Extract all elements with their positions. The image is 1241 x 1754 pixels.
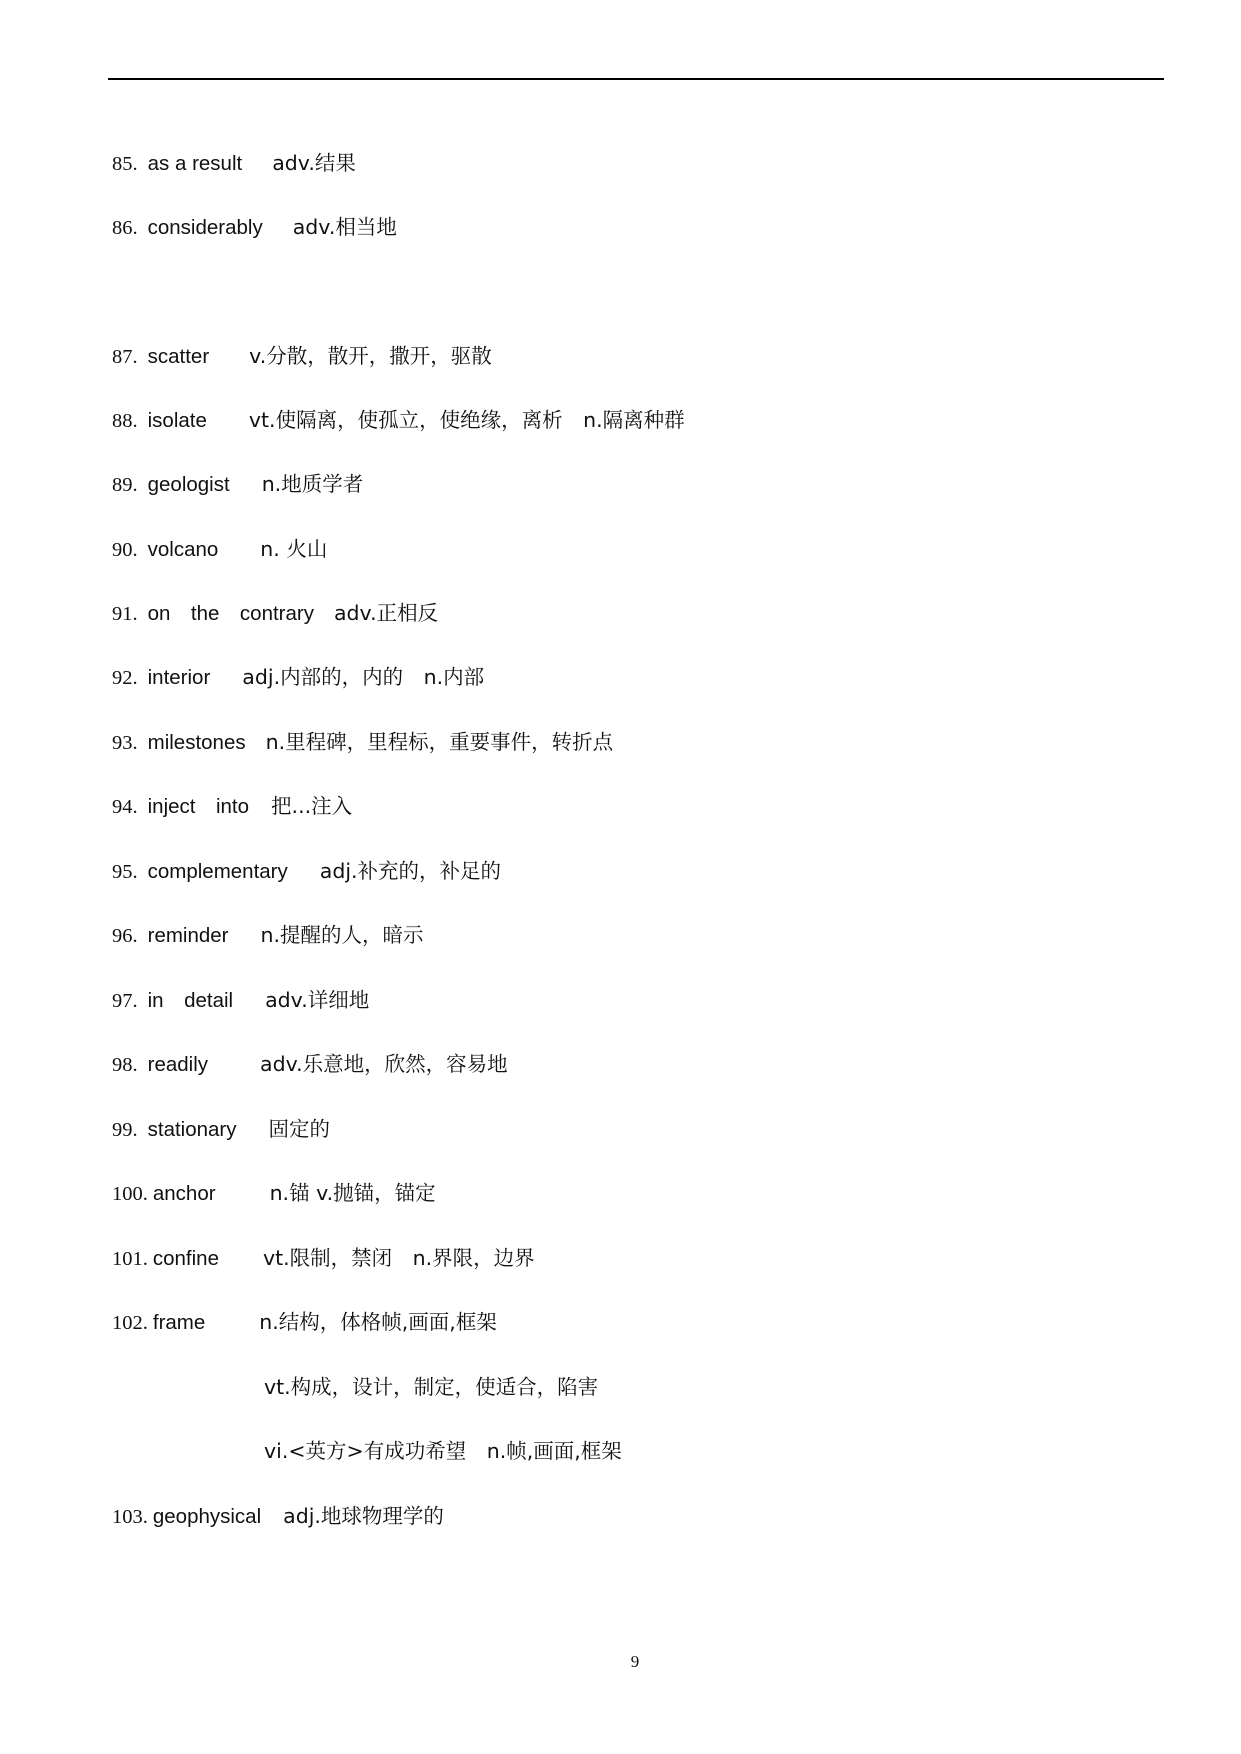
entry-number: 89. [112,474,138,496]
entry-word: isolate [147,409,207,432]
vocab-entry [112,598,438,628]
vocab-entry [112,1501,444,1531]
vocab-entry [112,212,397,242]
vocab-entry [112,341,492,371]
entry-number: 92. [112,667,138,689]
entry-definition: vt.使隔离，使孤立，使绝缘，离析 n.隔离种群 [248,408,685,432]
entry-word: geologist [147,473,230,496]
entry-number: 91. [112,603,138,625]
vocab-entry [112,148,356,178]
vocab-entry [112,405,685,435]
entry-definition: adv.结果 [272,151,356,175]
entry-definition-continuation: vt.构成，设计，制定，使适合，陷害 [264,1375,599,1399]
entry-number: 101. [112,1248,148,1270]
entry-word: reminder [147,924,229,947]
entry-number: 103. [112,1506,148,1528]
entry-definition: vt.限制，禁闭 n.界限，边界 [262,1246,535,1270]
entry-number: 99. [112,1119,138,1141]
entry-number: 97. [112,990,138,1012]
entry-word: considerably [147,216,263,239]
entry-definition: n.里程碑，里程标，重要事件，转折点 [265,730,614,754]
entry-word: anchor [152,1182,216,1205]
entry-number: 86. [112,217,138,239]
entry-definition: adv.乐意地，欣然，容易地 [260,1052,508,1076]
entry-definition: adj.地球物理学的 [283,1504,444,1528]
entry-definition: n.锚 v.抛锚，锚定 [269,1181,436,1205]
entry-definition: n.结构，体格帧,画面,框架 [259,1310,497,1334]
entry-word: stationary [147,1118,237,1141]
entry-number: 88. [112,410,138,432]
entry-word: readily [147,1053,209,1076]
entry-word: frame [152,1311,206,1334]
vocab-entry [112,1243,535,1273]
entry-definition: n. 火山 [260,537,328,561]
entry-number: 100. [112,1183,148,1205]
entry-number: 96. [112,925,138,947]
entry-definition: adj.补充的，补足的 [319,859,502,883]
entry-definition: n.地质学者 [261,472,364,496]
entry-word: geophysical [152,1505,262,1528]
entry-word: inject into [147,795,250,818]
vocab-entry [112,1049,508,1079]
page-number: 9 [630,1652,640,1671]
entry-number: 90. [112,539,138,561]
vocab-entry [112,534,327,564]
entry-word: milestones [147,731,246,754]
vocab-entry [112,791,352,821]
vocab-entry [112,662,484,692]
entry-word: interior [147,666,211,689]
entry-definition: adv.详细地 [265,988,370,1012]
entry-word: complementary [147,860,288,883]
header-rule [108,78,1164,80]
entry-definition: adv.相当地 [292,215,397,239]
entry-definition: n.提醒的人，暗示 [260,923,424,947]
entry-word: in detail [147,989,234,1012]
vocab-entry [112,1114,330,1144]
entry-definition: adv.正相反 [333,601,439,625]
entry-number: 102. [112,1312,148,1334]
entry-number: 87. [112,346,138,368]
entry-definition: adj.内部的，内的 n.内部 [242,665,485,689]
entry-definition-continuation: vi.<英方>有成功希望 n.帧,画面,框架 [264,1439,622,1463]
vocab-entry [112,1307,497,1337]
entry-word: scatter [147,345,210,368]
vocab-entry [112,727,613,757]
entry-word: on the contrary [147,602,314,625]
vocab-entry [112,1178,436,1208]
entry-number: 98. [112,1054,138,1076]
entry-word: confine [152,1247,219,1270]
entry-word: volcano [147,538,219,561]
entry-word: as a result [147,152,243,175]
entry-number: 85. [112,153,138,175]
entry-definition: v.分散，散开，撒开，驱散 [249,344,492,368]
entry-definition: 固定的 [268,1117,331,1141]
entry-number: 95. [112,861,138,883]
vocab-entry [112,469,363,499]
vocab-entry [112,920,424,950]
vocab-entry [112,985,369,1015]
vocab-entry [112,856,501,886]
entry-number: 94. [112,796,138,818]
entry-definition: 把...注入 [271,794,353,818]
entry-number: 93. [112,732,138,754]
